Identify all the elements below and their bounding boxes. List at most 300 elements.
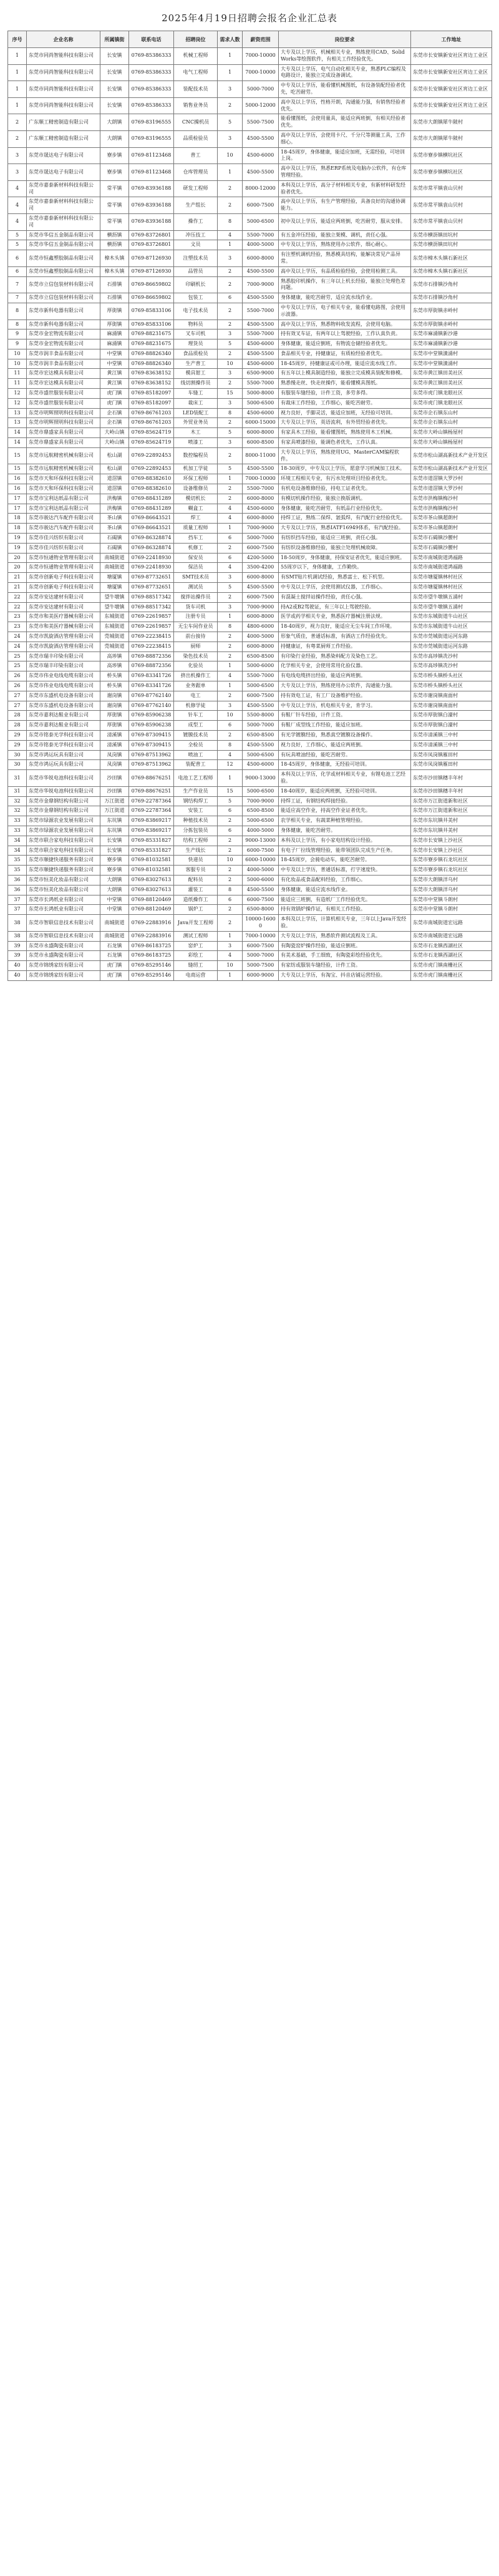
cell-company: 东莞市顺捷快递服务有限公司: [27, 866, 100, 876]
cell-position: 电工: [174, 691, 218, 701]
cell-company: 东莞市伟业电线电缆有限公司: [27, 671, 100, 681]
cell-salary: 4500-5500: [243, 320, 279, 329]
cell-town: 松山湖: [100, 447, 129, 464]
cell-position: 生产线长: [174, 846, 218, 856]
table-row: [8, 721, 492, 731]
table-row: [8, 494, 492, 504]
table-row: [8, 671, 492, 681]
cell-phone: 0769-88382610: [129, 484, 174, 494]
cell-company: 东莞市东盛机电设备有限公司: [27, 701, 100, 711]
cell-phone: 0769-85295146: [129, 970, 174, 980]
table-row: [8, 701, 492, 711]
table-row: [8, 428, 492, 438]
cell-town: 石排镇: [100, 276, 129, 293]
cell-position: 装配普工: [174, 760, 218, 770]
cell-company: 东莞市骏达汽车配件有限公司: [27, 514, 100, 524]
cell-requirements: 有化妆品或食品配料经验，工作细心。: [279, 875, 411, 885]
cell-phone: 0769-87126930: [129, 250, 174, 267]
cell-company: 东莞市绿源农业发展有限公司: [27, 816, 100, 826]
cell-headcount: 2: [218, 320, 243, 329]
cell-town: 寮步镇: [100, 164, 129, 181]
cell-index: 22: [8, 602, 27, 612]
cell-phone: 0769-88517342: [129, 592, 174, 602]
cell-salary: 6000-7500: [243, 543, 279, 553]
table-header-row: [8, 31, 492, 48]
cell-company: 东莞市晟达电子有限公司: [27, 164, 100, 181]
cell-requirements: 身体健康，能吃苦耐劳，适应流水线作业。: [279, 293, 411, 303]
cell-company: 东莞市金鼎钢结构有限公司: [27, 806, 100, 816]
cell-phone: 0769-83196555: [129, 114, 174, 131]
cell-position: SMT技术员: [174, 573, 218, 583]
table-row: [8, 553, 492, 563]
cell-position: 成型工: [174, 721, 218, 731]
cell-address: 东莞市道滘镇大罗沙村: [411, 484, 492, 494]
cell-requirements: 视力良好，手脚灵活，能适应加班，无经验可培训。: [279, 408, 411, 418]
table-row: [8, 750, 492, 760]
cell-company: 东莞市明辉照明科技有限公司: [27, 418, 100, 428]
cell-requirements: 持焊工证，有钢结构焊接经验。: [279, 796, 411, 806]
cell-company: 东莞市安达建材有限公司: [27, 602, 100, 612]
cell-index: 5: [8, 230, 27, 240]
cell-address: 东莞市桥头镇桥头社区: [411, 681, 492, 691]
cell-position: 喷油工: [174, 750, 218, 760]
cell-headcount: 3: [218, 130, 243, 147]
cell-company: 东莞市润丰食品有限公司: [27, 359, 100, 369]
table-row: [8, 389, 492, 399]
cell-company: 东莞市立信包装材料有限公司: [27, 293, 100, 303]
cell-position: 木工: [174, 428, 218, 438]
cell-town: 清溪镇: [100, 740, 129, 750]
cell-index: 37: [8, 895, 27, 905]
cell-index: 34: [8, 836, 27, 846]
cell-requirements: 中专及以上学历，能看懂机械图纸，有设备装配经验者优先，吃苦耐劳。: [279, 81, 411, 98]
table-row: [8, 213, 492, 230]
cell-company: 东莞市凯旋酒店管理有限公司: [27, 632, 100, 642]
cell-town: 中堂镇: [100, 349, 129, 359]
cell-requirements: 有电子厂拉线管理经验，能带领团队完成生产任务。: [279, 846, 411, 856]
cell-index: 8: [8, 320, 27, 329]
cell-company: 东莞市嘉利达鞋业有限公司: [27, 711, 100, 721]
cell-position: 糊盒工: [174, 504, 218, 514]
cell-headcount: 2: [218, 836, 243, 846]
cell-headcount: 2: [218, 651, 243, 661]
cell-phone: 0769-83936188: [129, 180, 174, 197]
cell-index: 39: [8, 951, 27, 961]
cell-index: 4: [8, 180, 27, 197]
cell-requirements: 能适应三班倒，有造纸厂工作经验优先。: [279, 895, 411, 905]
cell-company: 东莞市恒美化妆品有限公司: [27, 875, 100, 885]
cell-requirements: 大专及以上学历，英语流利，有外贸经验者优先。: [279, 418, 411, 428]
cell-headcount: 3: [218, 81, 243, 98]
cell-position: 生产普工: [174, 359, 218, 369]
cell-position: 电气工程师: [174, 64, 218, 81]
cell-phone: 0769-83341726: [129, 671, 174, 681]
cell-company: 东莞市瑞丰印染有限公司: [27, 651, 100, 661]
header-position: 招聘岗位: [174, 31, 218, 48]
cell-address: 东莞市东坑镇井美村: [411, 816, 492, 826]
cell-requirements: 食品相关专业，持健康证，有质检经验者优先。: [279, 349, 411, 359]
cell-town: 南城街道: [100, 931, 129, 941]
cell-phone: 0769-83027613: [129, 885, 174, 895]
cell-town: 樟木头镇: [100, 250, 129, 267]
cell-requirements: 本科及以上学历，化学或材料相关专业，有锂电池工艺经验。: [279, 770, 411, 787]
cell-phone: 0769-22892453: [129, 447, 174, 464]
cell-phone: 0769-22883916: [129, 915, 174, 932]
cell-phone: 0769-22619857: [129, 622, 174, 632]
cell-index: 23: [8, 622, 27, 632]
cell-headcount: 12: [218, 760, 243, 770]
cell-address: 东莞市道滘镇大罗沙村: [411, 474, 492, 484]
cell-town: 道滘镇: [100, 484, 129, 494]
cell-requirements: 能看懂图纸，会使用量具，能适应两班倒，有相关经验者优先。: [279, 114, 411, 131]
table-row: [8, 826, 492, 836]
cell-position: 客服专员: [174, 866, 218, 876]
cell-company: 东莞市恒通物业管理有限公司: [27, 563, 100, 573]
cell-phone: 0769-87732651: [129, 573, 174, 583]
cell-requirements: 视力良好，工作细心，能适应两班倒。: [279, 740, 411, 750]
cell-position: 包装工: [174, 293, 218, 303]
cell-requirements: 18-45周岁，身体健康，能适应加班，无需经验，可培训上岗。: [279, 147, 411, 164]
cell-requirements: 有混凝土搅拌站操作经验，责任心强。: [279, 592, 411, 602]
cell-salary: 7000-9000: [243, 602, 279, 612]
cell-requirements: 大专及以上学历，熟悉IATF16949体系，有汽配经验。: [279, 524, 411, 534]
cell-position: 前台接待: [174, 632, 218, 642]
cell-index: 39: [8, 941, 27, 951]
table-row: [8, 266, 492, 276]
header-headcount: 需求人数: [218, 31, 243, 48]
cell-index: 31: [8, 786, 27, 796]
cell-address: 东莞市麻涌镇新沙港: [411, 329, 492, 339]
cell-requirements: 熟悉胶印机操作，有三年以上机长经验，能独立处理色差问题。: [279, 276, 411, 293]
cell-town: 大朗镇: [100, 114, 129, 131]
cell-phone: 0769-86761203: [129, 418, 174, 428]
cell-salary: 4500-6000: [243, 408, 279, 418]
table-row: [8, 369, 492, 379]
cell-position: 品管员: [174, 266, 218, 276]
cell-salary: 4500-6000: [243, 147, 279, 164]
cell-salary: 5000-8000: [243, 389, 279, 399]
cell-town: 大朗镇: [100, 130, 129, 147]
cell-address: 东莞市石碣镇沙腰村: [411, 534, 492, 544]
cell-requirements: 有五金冲压经验，能独立架模、调机，责任心强。: [279, 230, 411, 240]
table-row: [8, 484, 492, 494]
cell-phone: 0769-85386333: [129, 81, 174, 98]
cell-index: 33: [8, 816, 27, 826]
cell-headcount: 8: [218, 408, 243, 418]
cell-address: 东莞市沙田镇穗丰年村: [411, 770, 492, 787]
cell-requirements: 有纺织设备维修经验，能独立处理机械故障。: [279, 543, 411, 553]
table-row: [8, 970, 492, 980]
cell-salary: 4500-5500: [243, 701, 279, 711]
cell-phone: 0769-22238415: [129, 642, 174, 651]
table-row: [8, 408, 492, 418]
cell-headcount: 2: [218, 276, 243, 293]
cell-requirements: 高中及以上学历，熟悉ERP系统及电脑办公软件，有仓库管理经验。: [279, 164, 411, 181]
cell-address: 东莞市长安镇新安社区宵边工业区: [411, 81, 492, 98]
cell-requirements: 55周岁以下，身体健康，工作勤快。: [279, 563, 411, 573]
cell-town: 谢岗镇: [100, 691, 129, 701]
cell-headcount: 2: [218, 691, 243, 701]
cell-company: 东莞市顺捷快递服务有限公司: [27, 856, 100, 866]
cell-headcount: 10: [218, 856, 243, 866]
cell-position: 质量工程师: [174, 524, 218, 534]
cell-position: 灌装工: [174, 885, 218, 895]
cell-requirements: 高中及以上学历，会使用卡尺、千分尺等测量工具，工作细心。: [279, 130, 411, 147]
cell-position: 种植技术员: [174, 816, 218, 826]
table-row: [8, 866, 492, 876]
cell-town: 长安镇: [100, 64, 129, 81]
cell-requirements: 高中及以上学历，性格开朗，沟通能力强，有销售经验者优先。: [279, 97, 411, 114]
cell-index: 36: [8, 875, 27, 885]
cell-requirements: 大专及以上学历，电气自动化相关专业，熟悉PLC编程及电路设计，能独立完成设备调试。: [279, 64, 411, 81]
cell-company: 广东顺工精密制造有限公司: [27, 114, 100, 131]
table-row: [8, 114, 492, 131]
cell-index: 10: [8, 359, 27, 369]
table-row: [8, 895, 492, 905]
cell-address: 东莞市黄江镇田美社区: [411, 369, 492, 379]
cell-position: 喷漆工: [174, 438, 218, 448]
cell-salary: 5000-6500: [243, 750, 279, 760]
cell-requirements: 大专及以上学历，机械相关专业，熟练使用CAD、SolidWorks等绘图软件，有相关工作经验优先。: [279, 48, 411, 65]
cell-phone: 0769-22619857: [129, 612, 174, 622]
cell-phone: 0769-83869217: [129, 816, 174, 826]
table-row: [8, 661, 492, 671]
cell-town: 茶山镇: [100, 524, 129, 534]
table-row: [8, 740, 492, 750]
table-row: [8, 592, 492, 602]
cell-index: 33: [8, 826, 27, 836]
cell-address: 东莞市洪梅镇梅沙村: [411, 504, 492, 514]
cell-salary: 6000-10000: [243, 856, 279, 866]
cell-salary: 6000-8000: [243, 514, 279, 524]
cell-headcount: 2: [218, 632, 243, 642]
cell-position: 环保工程师: [174, 474, 218, 484]
cell-index: 40: [8, 961, 27, 971]
cell-position: 物料员: [174, 320, 218, 329]
cell-town: 南城街道: [100, 563, 129, 573]
cell-address: 东莞市厚街镇白濠村: [411, 711, 492, 721]
cell-salary: 5000-7500: [243, 961, 279, 971]
cell-headcount: 1: [218, 474, 243, 484]
cell-headcount: 1: [218, 48, 243, 65]
cell-index: 11: [8, 369, 27, 379]
cell-position: 机加工学徒: [174, 464, 218, 474]
cell-town: 中堂镇: [100, 359, 129, 369]
cell-index: 19: [8, 534, 27, 544]
cell-salary: 5000-6500: [243, 213, 279, 230]
cell-position: 销售业务员: [174, 97, 218, 114]
cell-address: 东莞市南城街道鸿福路: [411, 563, 492, 573]
cell-headcount: 5: [218, 114, 243, 131]
cell-position: 仓库管理员: [174, 164, 218, 181]
cell-index: 34: [8, 846, 27, 856]
cell-salary: 4800-6000: [243, 622, 279, 632]
cell-position: 镀膜技术员: [174, 730, 218, 740]
header-town: 所属镇街: [100, 31, 129, 48]
cell-index: 36: [8, 885, 27, 895]
cell-salary: 7000-10000: [243, 474, 279, 484]
cell-company: 东莞市新科电器有限公司: [27, 303, 100, 320]
cell-phone: 0769-22892453: [129, 464, 174, 474]
cell-requirements: 高中及以上学历，有品质检验经验，会使用检测工具。: [279, 266, 411, 276]
cell-index: 16: [8, 474, 27, 484]
cell-phone: 0769-87513962: [129, 750, 174, 760]
cell-requirements: 18-45周岁，身体健康，无经验可培训。: [279, 760, 411, 770]
cell-position: 染色技术员: [174, 651, 218, 661]
cell-position: 普工: [174, 147, 218, 164]
cell-position: 裁床工: [174, 398, 218, 408]
cell-headcount: 2: [218, 846, 243, 856]
cell-address: 东莞市黄江镇田美社区: [411, 379, 492, 389]
cell-requirements: 持A2或B2驾驶证，有三年以上驾驶经验。: [279, 602, 411, 612]
cell-position: 货车司机: [174, 602, 218, 612]
cell-phone: 0769-88382610: [129, 474, 174, 484]
cell-position: 食品质检员: [174, 349, 218, 359]
cell-position: 厨师: [174, 642, 218, 651]
cell-town: 虎门镇: [100, 398, 129, 408]
cell-salary: 6000-8000: [243, 428, 279, 438]
cell-requirements: 持有效锅炉操作证，有相关工作经验。: [279, 905, 411, 915]
cell-position: 造纸操作工: [174, 895, 218, 905]
cell-address: 东莞市望牛墩镇五涌村: [411, 602, 492, 612]
cell-salary: 4500-5500: [243, 740, 279, 750]
cell-headcount: 2: [218, 915, 243, 932]
cell-salary: 4500-5500: [243, 293, 279, 303]
cell-position: 模具钳工: [174, 369, 218, 379]
cell-index: 10: [8, 349, 27, 359]
table-body: [8, 48, 492, 981]
table-row: [8, 514, 492, 524]
cell-address: 东莞市长安镇新安社区宵边工业区: [411, 64, 492, 81]
cell-town: 寮步镇: [100, 866, 129, 876]
cell-town: 望牛墩镇: [100, 602, 129, 612]
cell-phone: 0769-86659802: [129, 293, 174, 303]
cell-index: 18: [8, 514, 27, 524]
cell-index: 1: [8, 97, 27, 114]
cell-address: 东莞市清溪镇三中村: [411, 730, 492, 740]
cell-headcount: 6: [218, 806, 243, 816]
cell-phone: 0769-85833106: [129, 303, 174, 320]
cell-address: 东莞市谢岗镇南面村: [411, 701, 492, 711]
cell-salary: 6000-8000: [243, 250, 279, 267]
cell-town: 长安镇: [100, 836, 129, 846]
cell-town: 沙田镇: [100, 770, 129, 787]
cell-requirements: 本科及以上学历，高分子材料相关专业，有新材料研发经验者优先。: [279, 180, 411, 197]
cell-requirements: 医学或药学相关专业，熟悉医疗器械注册法规。: [279, 612, 411, 622]
cell-headcount: 2: [218, 816, 243, 826]
cell-address: 东莞市常平镇袁山贝村: [411, 180, 492, 197]
cell-headcount: 3: [218, 398, 243, 408]
cell-index: 4: [8, 197, 27, 214]
cell-address: 东莞市长安镇上沙社区: [411, 846, 492, 856]
cell-headcount: 4: [218, 750, 243, 760]
cell-company: 东莞市盛世服装有限公司: [27, 389, 100, 399]
table-row: [8, 836, 492, 846]
cell-salary: 6000-8000: [243, 642, 279, 651]
cell-phone: 0769-86183725: [129, 941, 174, 951]
cell-index: 27: [8, 691, 27, 701]
cell-company: 广东顺工精密制造有限公司: [27, 130, 100, 147]
table-row: [8, 81, 492, 98]
cell-company: 东莞市恒鑫塑胶制品有限公司: [27, 266, 100, 276]
table-row: [8, 359, 492, 369]
cell-requirements: 中专及以上学历，电子相关专业，能看懂电路图，会使用示波器。: [279, 303, 411, 320]
cell-town: 长安镇: [100, 846, 129, 856]
cell-requirements: 18-45周岁，会骑电动车，能吃苦耐劳。: [279, 856, 411, 866]
cell-salary: 4200-5000: [243, 553, 279, 563]
cell-address: 东莞市东城街道牛山社区: [411, 622, 492, 632]
table-row: [8, 612, 492, 622]
cell-salary: 4000-5000: [243, 632, 279, 642]
cell-salary: 4500-6000: [243, 339, 279, 349]
cell-requirements: 持健康证，有粤菜厨师工作经验。: [279, 642, 411, 651]
cell-address: 东莞市沙田镇穗丰年村: [411, 786, 492, 796]
cell-salary: 6500-8500: [243, 806, 279, 816]
cell-headcount: 4: [218, 951, 243, 961]
cell-position: 保洁员: [174, 563, 218, 573]
cell-salary: 5000-6000: [243, 661, 279, 671]
cell-company: 东莞市同尚智能科技有限公司: [27, 81, 100, 98]
cell-town: 塘厦镇: [100, 583, 129, 593]
table-row: [8, 303, 492, 320]
table-row: [8, 961, 492, 971]
cell-phone: 0769-85295146: [129, 961, 174, 971]
cell-company: 东莞市铭泰光学科技有限公司: [27, 730, 100, 740]
cell-index: 38: [8, 931, 27, 941]
header-requirements: 岗位要求: [279, 31, 411, 48]
table-row: [8, 447, 492, 464]
cell-town: 长安镇: [100, 81, 129, 98]
cell-address: 东莞市大岭山镇杨屋村: [411, 428, 492, 438]
cell-headcount: 3: [218, 941, 243, 951]
cell-headcount: 15: [218, 786, 243, 796]
cell-headcount: 5: [218, 464, 243, 474]
cell-salary: 4500-5500: [243, 266, 279, 276]
cell-position: 电池工艺工程师: [174, 770, 218, 787]
cell-town: 谢岗镇: [100, 701, 129, 711]
cell-index: 23: [8, 612, 27, 622]
cell-salary: 6000-7500: [243, 941, 279, 951]
cell-phone: 0769-86659802: [129, 276, 174, 293]
cell-position: 印刷机长: [174, 276, 218, 293]
cell-address: 东莞市高埗镇冼沙村: [411, 651, 492, 661]
table-row: [8, 941, 492, 951]
cell-phone: 0769-85182097: [129, 398, 174, 408]
cell-position: 窑炉工: [174, 941, 218, 951]
cell-salary: 5000-7000: [243, 951, 279, 961]
cell-position: 线切割操作员: [174, 379, 218, 389]
cell-address: 东莞市长安镇上沙社区: [411, 836, 492, 846]
table-row: [8, 730, 492, 740]
cell-requirements: 农学相关专业，有蔬菜种植管理经验。: [279, 816, 411, 826]
table-row: [8, 379, 492, 389]
cell-phone: 0769-88431289: [129, 504, 174, 514]
table-row: [8, 250, 492, 267]
cell-headcount: 10: [218, 147, 243, 164]
cell-requirements: 18-30周岁，中专及以上学历，愿意学习机械加工技术。: [279, 464, 411, 474]
cell-phone: 0769-83638152: [129, 369, 174, 379]
cell-salary: 4500-5500: [243, 164, 279, 181]
cell-requirements: 高中及以上学历，有生产管理经验，具备良好的沟通协调能力。: [279, 197, 411, 214]
cell-company: 东莞市恒通物业管理有限公司: [27, 553, 100, 563]
cell-salary: 9000-13000: [243, 770, 279, 787]
cell-salary: 6000-8000: [243, 494, 279, 504]
cell-headcount: 1: [218, 770, 243, 787]
cell-town: 厚街镇: [100, 721, 129, 731]
cell-phone: 0769-83726801: [129, 230, 174, 240]
cell-address: 东莞市寮步镇横坑社区: [411, 147, 492, 164]
cell-company: 东莞市嘉泰新材料科技有限公司: [27, 180, 100, 197]
